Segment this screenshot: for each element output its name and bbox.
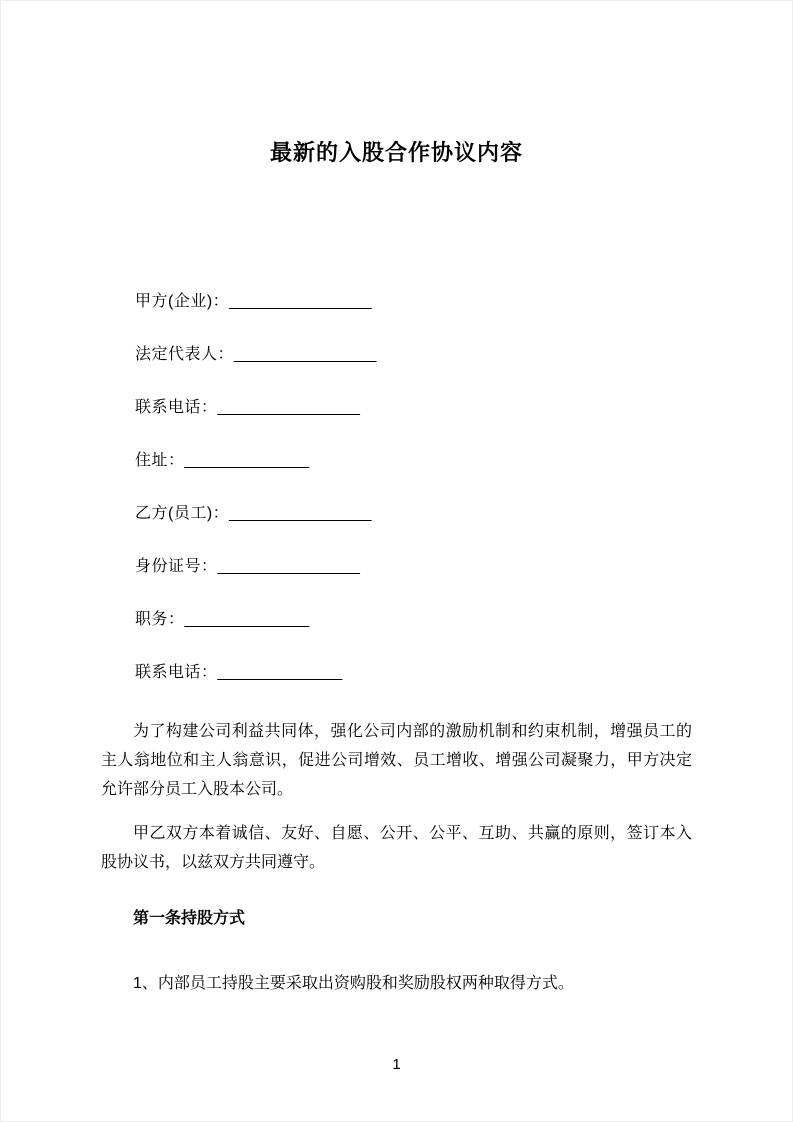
field-party-a: [135, 293, 692, 310]
document-body: [101, 717, 692, 998]
field-position: [135, 611, 692, 628]
field-id-number-blank-line: ________________: [217, 558, 360, 575]
field-party-b-blank-line: ________________: [229, 505, 372, 522]
field-legal-representative-label: 法定代表人：: [135, 346, 235, 363]
field-contact-phone-a-blank-line: ________________: [217, 399, 360, 416]
paragraph-principles: 甲乙双方本着诚信、友好、自愿、公开、公平、互助、共赢的原则，签订本入股协议书，以兹双方共同遵守。: [101, 825, 692, 871]
field-id-number: [135, 558, 692, 575]
field-address: [135, 452, 692, 469]
paragraph-clause-1: 1、内部员工持股主要采取出资购股和奖励股权两种取得方式。: [133, 975, 574, 992]
document-title: 最新的入股合作协议内容: [269, 140, 523, 165]
field-party-a-blank-line: ________________: [229, 293, 372, 310]
field-party-a-label: 甲方(企业)：: [135, 293, 230, 310]
field-legal-representative-blank-line: ________________: [234, 346, 377, 363]
field-address-blank-line: ______________: [184, 452, 310, 469]
field-position-blank-line: ______________: [184, 611, 310, 628]
form-fields: [135, 293, 692, 681]
field-contact-phone-a: [135, 399, 692, 416]
field-party-b-label: 乙方(员工)：: [135, 505, 230, 522]
page-number: 1: [392, 1056, 401, 1073]
field-contact-phone-b: [135, 664, 692, 681]
field-id-number-label: 身份证号：: [135, 558, 218, 575]
field-address-label: 住址：: [135, 452, 185, 469]
field-position-label: 职务：: [135, 611, 185, 628]
field-legal-representative: [135, 346, 692, 363]
section-heading-article-1: 第一条持股方式: [133, 910, 246, 927]
field-contact-phone-b-blank-line: ______________: [217, 664, 343, 681]
field-party-b: [135, 505, 692, 522]
paragraph-purpose: 为了构建公司利益共同体，强化公司内部的激励机制和约束机制，增强员工的主人翁地位和主人翁意识，促进公司增效、员工增收、增强公司凝聚力，甲方决定允许部分员工入股本公司。: [101, 723, 692, 798]
field-contact-phone-a-label: 联系电话：: [135, 399, 218, 416]
field-contact-phone-b-label: 联系电话：: [135, 664, 218, 681]
